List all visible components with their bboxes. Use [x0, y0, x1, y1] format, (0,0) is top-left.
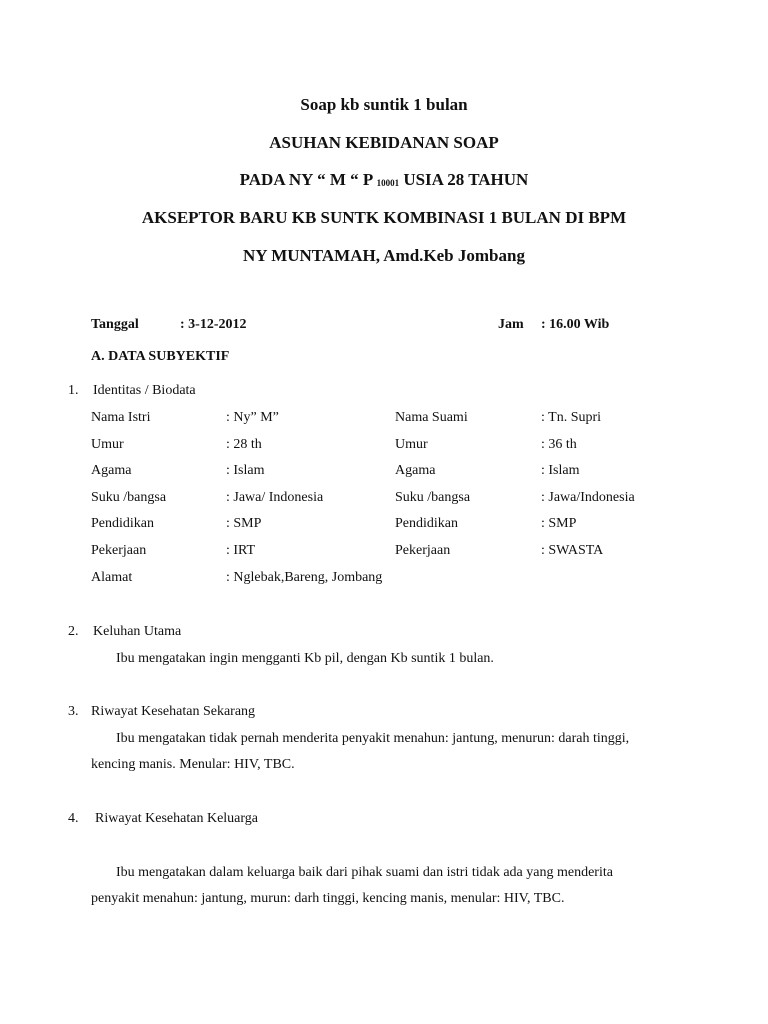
riwayat-sekarang-heading: Riwayat Kesehatan Sekarang [91, 704, 256, 719]
row-label-right: Nama Suami [395, 410, 468, 425]
jam-label: Jam [498, 317, 524, 332]
row-value-right: : 36 th [541, 437, 577, 452]
keluhan-heading: Keluhan Utama [93, 624, 182, 639]
row-value-left: : IRT [226, 543, 256, 558]
riwayat-keluarga-heading: Riwayat Kesehatan Keluarga [95, 811, 259, 826]
row-label-right: Pendidikan [395, 516, 458, 531]
riwayat-keluarga-text-1: Ibu mengatakan dalam keluarga baik dari pihak suami dan istri tidak ada yang menderita [116, 865, 613, 880]
jam-value: : 16.00 Wib [541, 317, 610, 332]
doc-bpm-line: NY MUNTAMAH, Amd.Keb Jombang [243, 246, 525, 265]
patient-line-pre: PADA NY “ M “ P [239, 170, 373, 189]
row-value-right: : SWASTA [541, 543, 604, 558]
row-label-left: Pekerjaan [91, 543, 147, 558]
row-label-right: Suku /bangsa [395, 490, 471, 505]
row-label-right: Pekerjaan [395, 543, 451, 558]
row-value-left: : SMP [226, 516, 262, 531]
row-label-left: Alamat [91, 570, 133, 585]
riwayat-keluarga-text-2: penyakit menahun: jantung, murun: darh tinggi, kencing manis, menular: HIV, TBC. [91, 891, 565, 906]
row-label-left: Pendidikan [91, 516, 154, 531]
identitas-number: 1. [68, 383, 79, 398]
row-value-right: : Jawa/Indonesia [541, 490, 635, 505]
row-value-right: : SMP [541, 516, 577, 531]
patient-line-sub: 10001 [376, 178, 400, 188]
keluhan-text: Ibu mengatakan ingin mengganti Kb pil, dengan Kb suntik 1 bulan. [116, 651, 494, 666]
row-value-left: : Nglebak,Bareng, Jombang [226, 570, 383, 585]
row-value-left: : Islam [226, 463, 265, 478]
row-value-right: : Islam [541, 463, 580, 478]
row-label-left: Suku /bangsa [91, 490, 167, 505]
row-value-left: : 28 th [226, 437, 262, 452]
row-value-left: : Ny” M” [226, 410, 279, 425]
row-label-left: Nama Istri [91, 410, 151, 425]
doc-subtitle: ASUHAN KEBIDANAN SOAP [269, 133, 499, 152]
doc-title: Soap kb suntik 1 bulan [300, 95, 468, 114]
keluhan-number: 2. [68, 624, 79, 639]
doc-acceptor-line: AKSEPTOR BARU KB SUNTK KOMBINASI 1 BULAN DI BPM [141, 208, 627, 227]
tanggal-label: Tanggal [91, 317, 139, 332]
row-label-left: Agama [91, 463, 132, 478]
riwayat-sekarang-text-2: kencing manis. Menular: HIV, TBC. [91, 757, 295, 772]
patient-line-post: USIA 28 TAHUN [403, 170, 529, 189]
identitas-heading: Identitas / Biodata [93, 383, 196, 398]
riwayat-sekarang-number: 3. [68, 704, 79, 719]
row-value-right: : Tn. Supri [541, 410, 602, 425]
riwayat-sekarang-text-1: Ibu mengatakan tidak pernah menderita penyakit menahun: jantung, menurun: darah tinggi, [116, 731, 630, 746]
row-value-left: : Jawa/ Indonesia [226, 490, 324, 505]
section-a-heading: A. DATA SUBYEKTIF [91, 349, 230, 364]
tanggal-value: : 3-12-2012 [180, 317, 247, 332]
riwayat-keluarga-number: 4. [68, 811, 79, 826]
row-label-right: Umur [395, 437, 428, 452]
doc-patient-line [0, 171, 768, 188]
row-label-right: Agama [395, 463, 436, 478]
row-label-left: Umur [91, 437, 124, 452]
